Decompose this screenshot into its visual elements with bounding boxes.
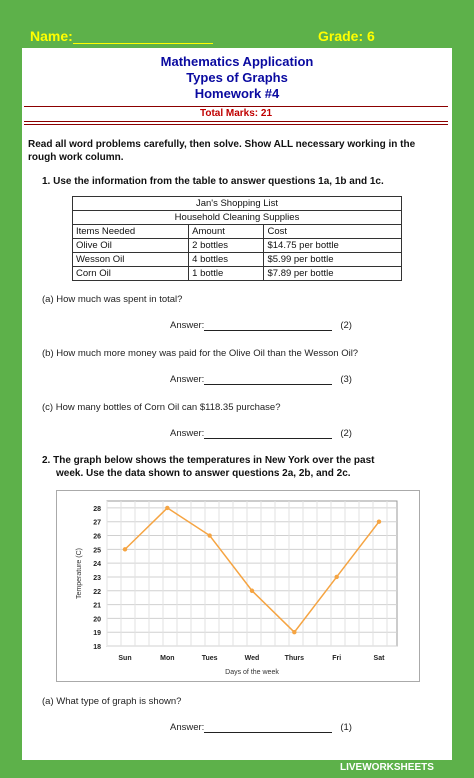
answer-label: Answer: [170,374,205,385]
question-2 [42,454,442,480]
y-tick-label: 25 [93,547,101,555]
question-1: 1. Use the information from the table to answer questions 1a, 1b and 1c. [42,176,384,187]
name-field[interactable] [30,28,213,44]
y-tick-label: 26 [93,533,101,541]
data-point [207,533,211,537]
marks: (2) [340,428,352,439]
title-line-2: Types of Graphs [186,70,288,85]
instructions: Read all word problems carefully, then solve. Show ALL necessary working in the rough work column. [28,139,416,163]
worksheet-paper [22,48,452,760]
question-1c: (c) How many bottles of Corn Oil can $118.35 purchase? [42,402,281,413]
table-title: Jan's Shopping List [73,197,402,211]
logo-text: LIVEWORKSHEETS [340,762,434,773]
liveworksheets-logo [340,762,434,773]
data-point [165,506,169,510]
answer-label: Answer: [170,428,205,439]
x-tick-label: Tues [201,655,218,662]
x-tick-label: Sun [118,655,132,662]
shopping-table [72,196,402,281]
question-1b: (b) How much more money was paid for the Olive Oil than the Wesson Oil? [42,348,359,359]
grade-label: Grade: 6 [318,28,375,44]
table-row [73,267,402,281]
answer-1c-input[interactable] [204,428,332,439]
question-1a: (a) How much was spent in total? [42,294,183,305]
y-tick-label: 19 [93,630,101,638]
y-tick-label: 23 [93,574,101,582]
x-tick-label: Mon [160,655,175,662]
name-line[interactable] [73,31,213,44]
y-tick-label: 18 [93,644,101,651]
y-axis-label: Temperature (C) [76,548,83,599]
answer-label: Answer: [170,722,205,733]
x-tick-label: Fri [332,655,342,662]
marks: (2) [340,320,352,331]
y-tick-label: 24 [93,561,101,569]
table-cell: 4 bottles [189,253,264,267]
table-cell: Olive Oil [73,239,189,253]
table-header: Cost [264,225,402,239]
header-bar [0,24,474,48]
title-line-1: Mathematics Application [160,54,314,69]
y-tick-label: 28 [93,505,101,513]
answer-1a-input[interactable] [204,320,332,331]
table-cell: 2 bottles [189,239,264,253]
temperature-chart [56,490,420,682]
data-point [250,589,254,593]
question-2-line-1: 2. The graph below shows the temperatures in New York over the past [42,455,375,466]
table-cell: Wesson Oil [73,253,189,267]
table-cell: Corn Oil [73,267,189,281]
data-point [292,630,296,634]
title-block [22,54,452,102]
answer-1b-input[interactable] [204,374,332,385]
x-tick-label: Wed [244,655,260,662]
answer-2a [170,722,352,733]
table-subtitle: Household Cleaning Supplies [73,211,402,225]
x-tick-label: Sat [373,655,385,662]
title-line-3: Homework #4 [194,86,280,101]
table-row [73,253,402,267]
question-2-line-2: week. Use the data shown to answer questions 2a, 2b, and 2c. [56,468,351,479]
line-chart-svg [57,491,419,681]
table-cell: $5.99 per bottle [264,253,402,267]
data-point [334,575,338,579]
table-cell: 1 bottle [189,267,264,281]
name-label: Name: [30,28,73,44]
answer-2a-input[interactable] [204,722,332,733]
x-tick-label: Thurs [284,655,305,662]
table-row [73,239,402,253]
y-tick-label: 27 [93,519,101,527]
table-header: Amount [189,225,264,239]
x-axis-label: Days of the week [225,669,279,676]
y-tick-label: 20 [93,616,101,624]
table-header: Items Needed [73,225,189,239]
total-marks: Total Marks: 21 [24,106,448,122]
y-tick-label: 22 [93,588,101,596]
y-tick-label: 21 [93,602,101,610]
answer-label: Answer: [170,320,205,331]
answer-1a [170,320,352,331]
question-2a: (a) What type of graph is shown? [42,696,182,707]
divider [24,124,448,125]
table-cell: $14.75 per bottle [264,239,402,253]
marks: (3) [340,374,352,385]
data-point [123,547,127,551]
table-header-row [73,225,402,239]
data-point [377,520,381,524]
table-cell: $7.89 per bottle [264,267,402,281]
answer-1b [170,374,352,385]
answer-1c [170,428,352,439]
plot-area [107,501,397,646]
marks: (1) [340,722,352,733]
